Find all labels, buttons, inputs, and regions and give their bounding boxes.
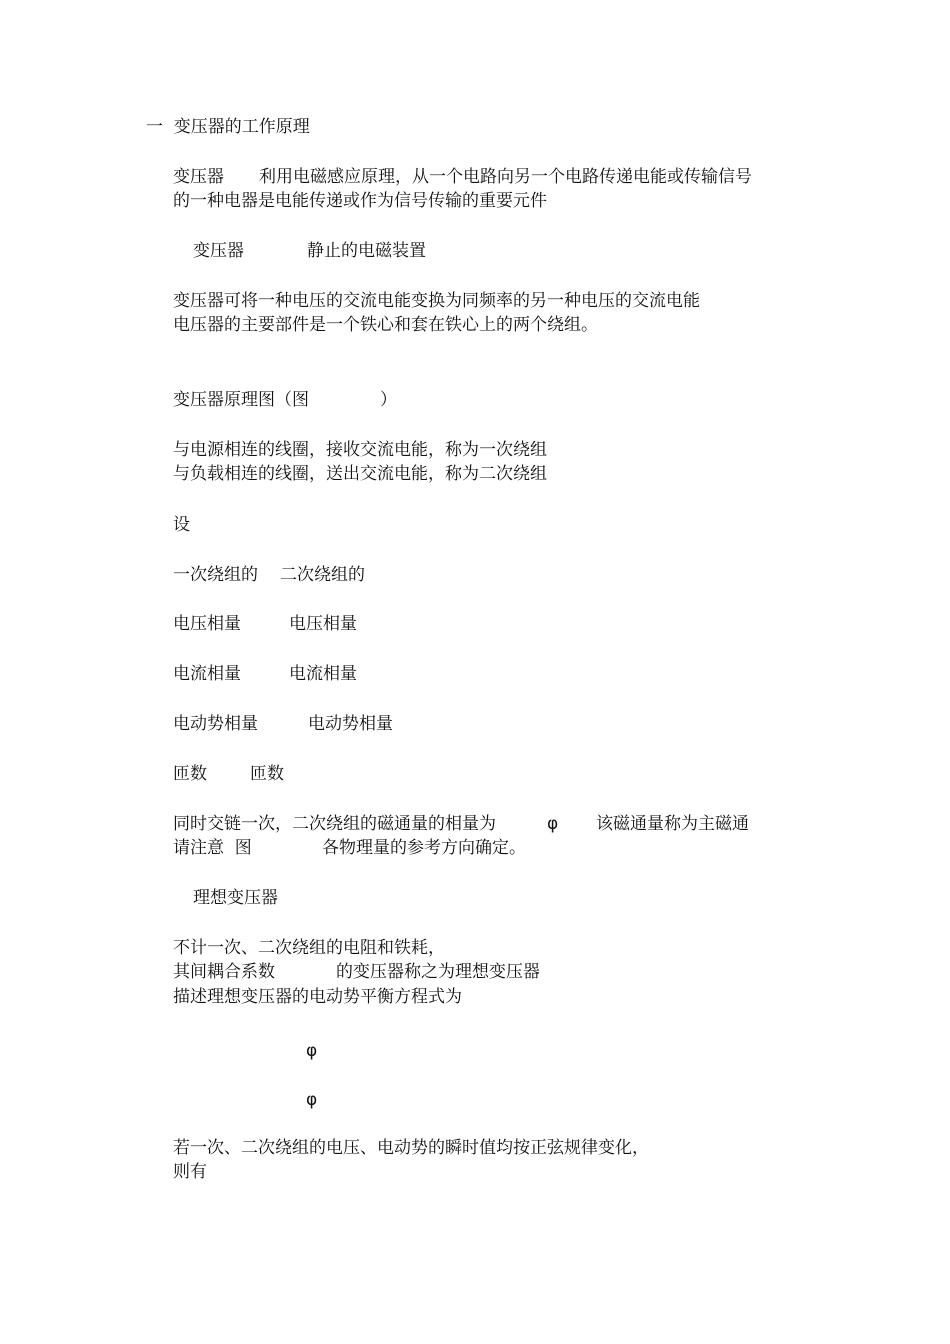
- ideal-line-2a: 其间耦合系数: [173, 962, 275, 982]
- intro-line-2: 的一种电器是电能传递或作为信号传输的重要元件: [173, 191, 547, 211]
- figure-ref-prefix: 变压器原理图（图: [173, 390, 309, 410]
- ideal-transformer-title: 理想变压器: [193, 888, 278, 908]
- flux-line-2b: 各物理量的参考方向确定。: [322, 838, 526, 858]
- current-col1: 电流相量: [173, 664, 241, 684]
- definition-term: 变压器: [193, 241, 244, 261]
- flux-line-1a: 同时交链一次，二次绕组的磁通量的相量为: [173, 814, 496, 834]
- sinusoid-line-1: 若一次、二次绕组的电压、电动势的瞬时值均按正弦规律变化，: [173, 1138, 649, 1158]
- voltage-col2: 电压相量: [289, 614, 357, 634]
- ideal-line-2b: 的变压器称之为理想变压器: [336, 962, 540, 982]
- emf-col2: 电动势相量: [308, 714, 393, 734]
- flux-line-2a: 请注意 图: [173, 838, 252, 858]
- assume-label: 设: [173, 515, 190, 535]
- sinusoid-line-2: 则有: [173, 1162, 207, 1182]
- secondary-winding-text: 与负载相连的线圈，送出交流电能，称为二次绕组: [173, 464, 547, 484]
- emf-col1: 电动势相量: [173, 714, 258, 734]
- voltage-col1: 电压相量: [173, 614, 241, 634]
- ideal-line-1: 不计一次、二次绕组的电阻和铁耗，: [173, 938, 445, 958]
- section-heading: 一 变压器的工作原理: [146, 117, 310, 137]
- turns-col1: 匝数: [173, 764, 207, 784]
- function-line-2: 电压器的主要部件是一个铁心和套在铁心上的两个绕组。: [173, 315, 598, 335]
- ideal-line-3: 描述理想变压器的电动势平衡方程式为: [173, 987, 462, 1007]
- current-col2: 电流相量: [289, 664, 357, 684]
- table-header-col1: 一次绕组的: [173, 565, 258, 585]
- primary-winding-text: 与电源相连的线圈，接收交流电能，称为一次绕组: [173, 440, 547, 460]
- intro-term: 变压器: [173, 167, 224, 187]
- definition-desc: 静止的电磁装置: [307, 241, 426, 261]
- equation-phi-1: φ: [306, 1041, 318, 1061]
- function-line-1: 变压器可将一种电压的交流电能变换为同频率的另一种电压的交流电能: [173, 291, 700, 311]
- phi-symbol: φ: [547, 814, 559, 834]
- table-header-col2: 二次绕组的: [280, 565, 365, 585]
- intro-line-1: 利用电磁感应原理，从一个电路向另一个电路传递电能或传输信号: [259, 167, 752, 187]
- turns-col2: 匝数: [250, 764, 284, 784]
- flux-line-1b: 该磁通量称为主磁通: [596, 814, 749, 834]
- figure-ref-suffix: ）: [380, 390, 397, 410]
- equation-phi-2: φ: [306, 1090, 318, 1110]
